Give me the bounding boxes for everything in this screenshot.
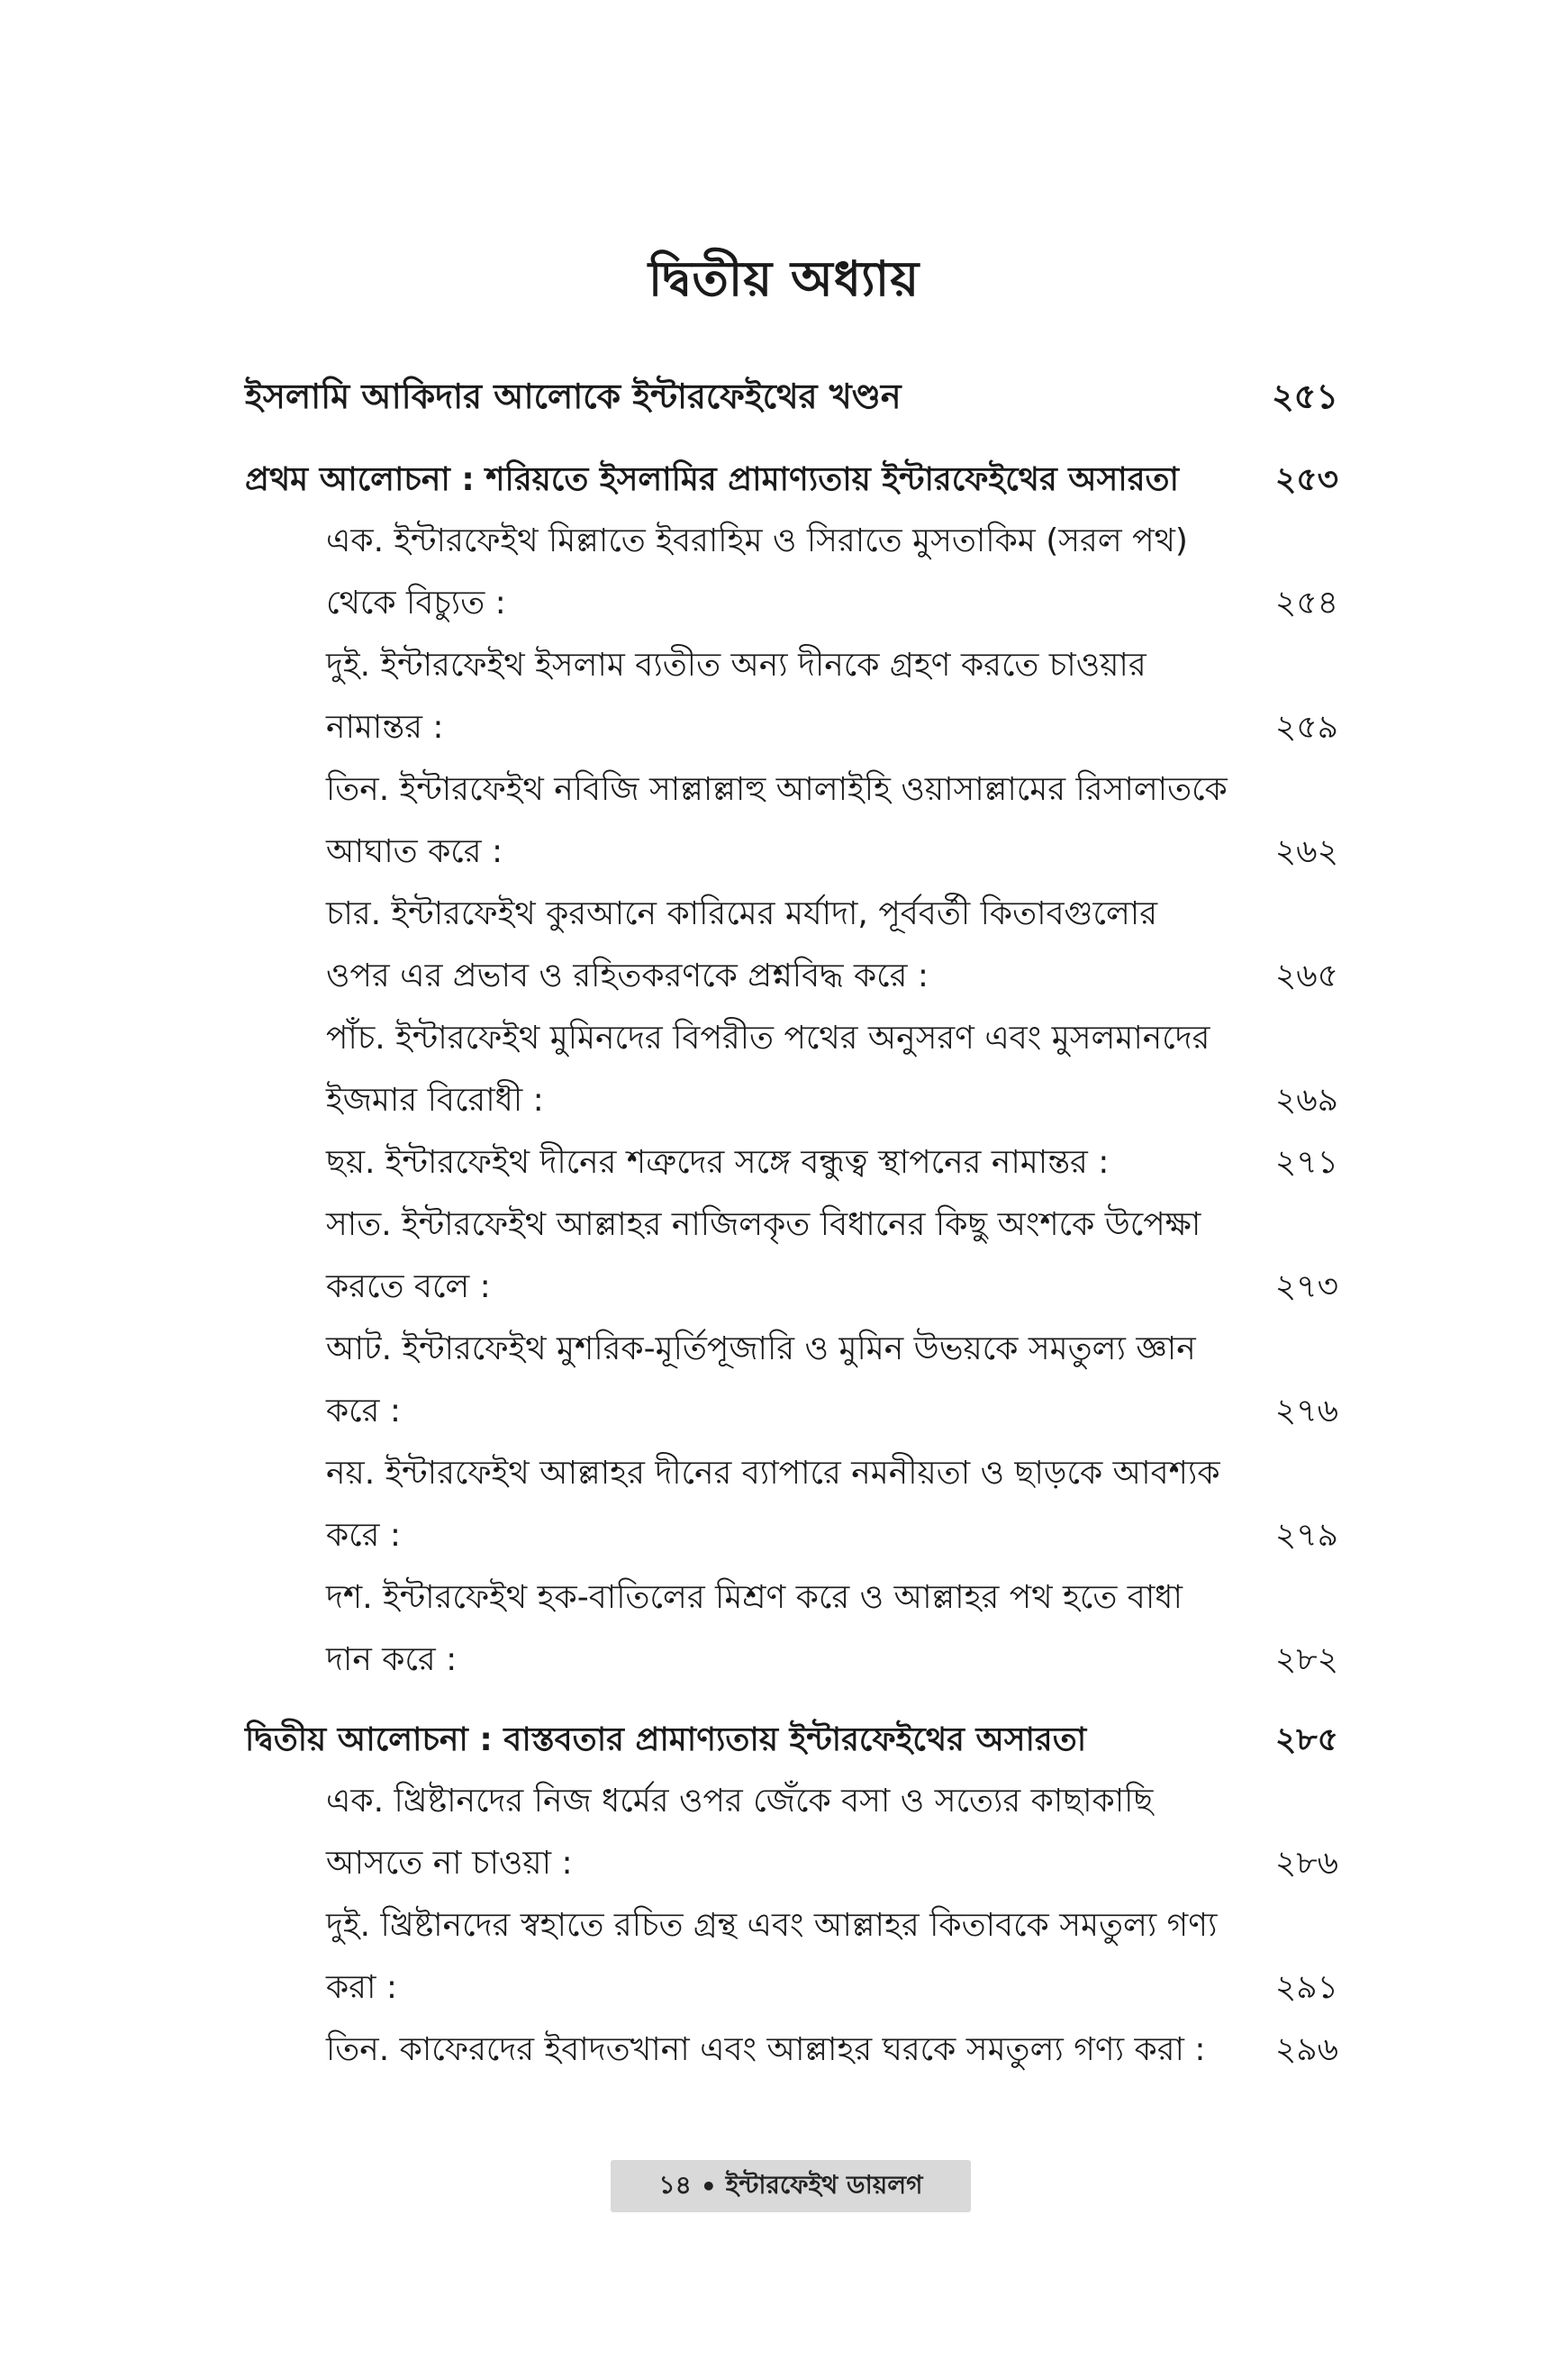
toc-item-text: এক. খ্রিষ্টানদের নিজ ধর্মের ওপর জেঁকে বসা ও সত্যের কাছাকাছি bbox=[326, 1783, 1154, 1820]
toc-main-entry bbox=[245, 368, 1338, 425]
table-of-contents bbox=[245, 368, 1338, 2101]
toc-item-text-cont: আসতে না চাওয়া : bbox=[326, 1845, 573, 1882]
toc-item-page: ২৯৬ bbox=[1274, 2031, 1338, 2068]
toc-item bbox=[326, 1007, 1338, 1131]
toc-item-page: ২৫৯ bbox=[1274, 709, 1338, 746]
toc-item bbox=[326, 634, 1338, 758]
toc-item-text: এক. ইন্টারফেইথ মিল্লাতে ইবরাহিম ও সিরাতে মুসতাকিম (সরল পথ) bbox=[326, 522, 1188, 559]
section-heading bbox=[245, 1711, 1338, 1770]
toc-item-page: ২৮২ bbox=[1274, 1641, 1338, 1678]
toc-item-page: ২৫৪ bbox=[1274, 585, 1338, 622]
toc-item bbox=[326, 2019, 1338, 2081]
toc-item-page: ২৭৩ bbox=[1274, 1268, 1338, 1305]
footer-page-number: ১৪ bbox=[658, 2169, 692, 2200]
toc-item-text-cont: করা : bbox=[326, 1969, 397, 2006]
toc-item bbox=[326, 1566, 1338, 1691]
section-title: প্রথম আলোচনা : শরিয়তে ইসলামির প্রামাণ্যতায় ইন্টারফেইথের অসারতা bbox=[245, 461, 1179, 498]
toc-item-page: ২৮৬ bbox=[1274, 1845, 1338, 1882]
toc-section-1 bbox=[245, 450, 1338, 1691]
toc-item bbox=[326, 1894, 1338, 2019]
toc-item bbox=[326, 1131, 1338, 1194]
page-footer bbox=[611, 2160, 971, 2212]
toc-item-text: ছয়. ইন্টারফেইথ দীনের শত্রুদের সঙ্গে বন্ধুত্ব স্থাপনের নামান্তর : bbox=[326, 1144, 1110, 1181]
toc-item-text-cont: করতে বলে : bbox=[326, 1268, 491, 1305]
toc-item bbox=[326, 883, 1338, 1007]
chapter-title: দ্বিতীয় অধ্যায় bbox=[648, 250, 920, 307]
toc-item bbox=[326, 1442, 1338, 1566]
toc-item-text-cont: করে : bbox=[326, 1517, 402, 1554]
section-page: ২৮৫ bbox=[1274, 1721, 1338, 1758]
toc-item-page: ২৬২ bbox=[1274, 833, 1338, 870]
toc-item-page: ২৬৫ bbox=[1274, 958, 1338, 994]
toc-item bbox=[326, 510, 1338, 634]
toc-item-text-cont: আঘাত করে : bbox=[326, 833, 503, 870]
section-title: দ্বিতীয় আলোচনা : বাস্তবতার প্রামাণ্যতায় ইন্টারফেইথের অসারতা bbox=[245, 1721, 1087, 1758]
toc-item-text: দশ. ইন্টারফেইথ হক-বাতিলের মিশ্রণ করে ও আল্লাহর পথ হতে বাধা bbox=[326, 1579, 1183, 1616]
section-page: ২৫৩ bbox=[1274, 461, 1338, 498]
toc-item-text: তিন. কাফেরদের ইবাদতখানা এবং আল্লাহর ঘরকে সমতুল্য গণ্য করা : bbox=[326, 2031, 1206, 2068]
toc-item-text: আট. ইন্টারফেইথ মুশরিক-মূর্তিপূজারি ও মুমিন উভয়কে সমতুল্য জ্ঞান bbox=[326, 1330, 1196, 1367]
toc-section-2 bbox=[245, 1711, 1338, 2081]
section-heading bbox=[245, 450, 1338, 510]
toc-item-page: ২৭৯ bbox=[1274, 1517, 1338, 1554]
toc-item-text-cont: করে : bbox=[326, 1393, 402, 1430]
toc-item bbox=[326, 758, 1338, 883]
toc-item-text-cont: দান করে : bbox=[326, 1641, 458, 1678]
toc-main-title: ইসলামি আকিদার আলোকে ইন্টারফেইথের খণ্ডন bbox=[245, 377, 902, 416]
toc-main-page: ২৫১ bbox=[1271, 377, 1338, 416]
toc-item bbox=[326, 1318, 1338, 1442]
toc-item-page: ২৭৬ bbox=[1274, 1393, 1338, 1430]
toc-item-text-cont: থেকে বিচ্যুত : bbox=[326, 585, 506, 622]
toc-item-text-cont: ওপর এর প্রভাব ও রহিতকরণকে প্রশ্নবিদ্ধ করে : bbox=[326, 958, 929, 994]
toc-item-text: তিন. ইন্টারফেইথ নবিজি সাল্লাল্লাহু আলাইহি ওয়াসাল্লামের রিসালাতকে bbox=[326, 771, 1228, 808]
footer-separator: • bbox=[700, 2171, 717, 2201]
toc-item-page: ২৯১ bbox=[1274, 1969, 1338, 2006]
toc-item-text: নয়. ইন্টারফেইথ আল্লাহর দীনের ব্যাপারে নমনীয়তা ও ছাড়কে আবশ্যক bbox=[326, 1455, 1220, 1492]
toc-item-page: ২৬৯ bbox=[1274, 1082, 1338, 1119]
toc-item-text: দুই. খ্রিষ্টানদের স্বহাতে রচিত গ্রন্থ এবং আল্লাহর কিতাবকে সমতুল্য গণ্য bbox=[326, 1907, 1218, 1944]
toc-item bbox=[326, 1194, 1338, 1318]
toc-item-text: পাঁচ. ইন্টারফেইথ মুমিনদের বিপরীত পথের অনুসরণ এবং মুসলমানদের bbox=[326, 1020, 1210, 1057]
toc-item-text: দুই. ইন্টারফেইথ ইসলাম ব্যতীত অন্য দীনকে গ্রহণ করতে চাওয়ার bbox=[326, 647, 1147, 684]
toc-item-text-cont: নামান্তর : bbox=[326, 709, 444, 746]
toc-item-page: ২৭১ bbox=[1274, 1144, 1338, 1181]
footer-book-title: ইন্টারফেইথ ডায়লগ bbox=[725, 2169, 923, 2200]
toc-item-text-cont: ইজমার বিরোধী : bbox=[326, 1082, 544, 1119]
toc-item-text: সাত. ইন্টারফেইথ আল্লাহর নাজিলকৃত বিধানের কিছু অংশকে উপেক্ষা bbox=[326, 1206, 1201, 1243]
toc-item-text: চার. ইন্টারফেইথ কুরআনে কারিমের মর্যাদা, পূর্ববর্তী কিতাবগুলোর bbox=[326, 895, 1158, 932]
toc-item bbox=[326, 1770, 1338, 1894]
